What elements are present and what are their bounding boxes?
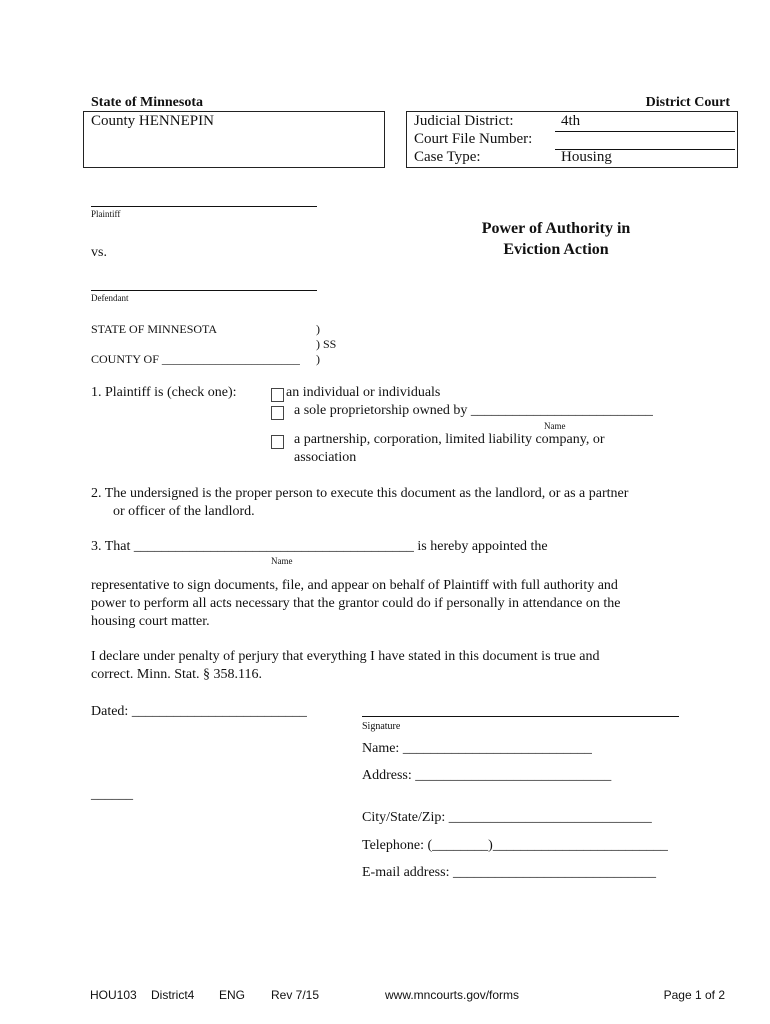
signature-line[interactable] xyxy=(362,716,679,717)
plaintiff-label: Plaintiff xyxy=(91,209,121,219)
authority-para-line2: power to perform all acts necessary that the grantor could do if personally in attendance on the xyxy=(91,596,621,611)
checkbox-sole-proprietorship[interactable] xyxy=(271,406,284,420)
court-heading: District Court xyxy=(645,95,730,110)
footer-form-code: HOU103 xyxy=(90,988,137,1002)
authority-para-line1: representative to sign documents, file, and appear on behalf of Plaintiff with full authority and xyxy=(91,578,618,593)
defendant-line[interactable] xyxy=(91,290,317,291)
footer-url[interactable]: www.mncourts.gov/forms xyxy=(385,988,520,1002)
case-type-value: Housing xyxy=(561,149,612,165)
item1-name-caption: Name xyxy=(544,421,566,431)
perjury-para-line2: correct. Minn. Stat. § 358.116. xyxy=(91,667,262,682)
item1-option-sole-proprietorship[interactable]: a sole proprietorship owned by __________________________ xyxy=(294,403,653,418)
city-state-zip-field[interactable]: City/State/Zip: _____________________________ xyxy=(362,810,652,825)
county-box xyxy=(83,111,385,168)
defendant-label: Defendant xyxy=(91,293,129,303)
authority-para-line3: housing court matter. xyxy=(91,614,210,629)
venue-state: STATE OF MINNESOTA xyxy=(91,322,218,336)
vs-text: vs. xyxy=(91,245,107,260)
judicial-district-value: 4th xyxy=(561,113,581,129)
county-name: County HENNEPIN xyxy=(91,113,214,129)
venue-county[interactable]: COUNTY OF _______________________ xyxy=(91,352,300,366)
dated-field[interactable]: Dated: _________________________ xyxy=(91,704,307,719)
telephone-field[interactable]: Telephone: (________)_________________________ xyxy=(362,838,668,853)
judicial-district-label: Judicial District: xyxy=(414,113,514,129)
item1-label: 1. Plaintiff is (check one): xyxy=(91,385,237,400)
case-type-label: Case Type: xyxy=(414,149,481,165)
item1-option-partnership-cont: association xyxy=(294,450,357,465)
perjury-para-line1: I declare under penalty of perjury that everything I have stated in this document is true and xyxy=(91,649,600,664)
item3-text[interactable]: 3. That ________________________________________ is hereby appointed the xyxy=(91,539,548,554)
document-title-line1: Power of Authority in xyxy=(481,220,631,237)
address-extra-line[interactable]: ______ xyxy=(91,787,133,802)
checkbox-partnership[interactable] xyxy=(271,435,284,449)
venue-paren-3: ) xyxy=(316,352,320,366)
case-info-box xyxy=(406,111,738,168)
name-field[interactable]: Name: ___________________________ xyxy=(362,741,592,756)
footer-revision: Rev 7/15 xyxy=(271,988,320,1002)
document-title-line2: Eviction Action xyxy=(503,241,609,258)
address-field[interactable]: Address: ____________________________ xyxy=(362,768,612,783)
judicial-district-line xyxy=(555,131,735,132)
item1-option-partnership: a partnership, corporation, limited liability company, or xyxy=(294,432,605,447)
item3-name-caption: Name xyxy=(271,556,293,566)
venue-paren-1: ) xyxy=(316,322,320,336)
plaintiff-line[interactable] xyxy=(91,206,317,207)
item1-option-individual: an individual or individuals xyxy=(286,385,441,400)
item2-line1: 2. The undersigned is the proper person to execute this document as the landlord, or as a partner xyxy=(91,486,629,501)
court-file-label: Court File Number: xyxy=(414,131,533,147)
footer-district: District4 xyxy=(151,988,195,1002)
item2-line2: or officer of the landlord. xyxy=(113,504,255,519)
checkbox-individual[interactable] xyxy=(271,388,284,402)
email-field[interactable]: E-mail address: _____________________________ xyxy=(362,865,656,880)
footer-page-number: Page 1 of 2 xyxy=(663,988,725,1002)
signature-label: Signature xyxy=(362,721,401,732)
footer-language: ENG xyxy=(219,988,246,1002)
state-heading: State of Minnesota xyxy=(91,95,203,110)
venue-paren-2: ) SS xyxy=(316,337,337,351)
